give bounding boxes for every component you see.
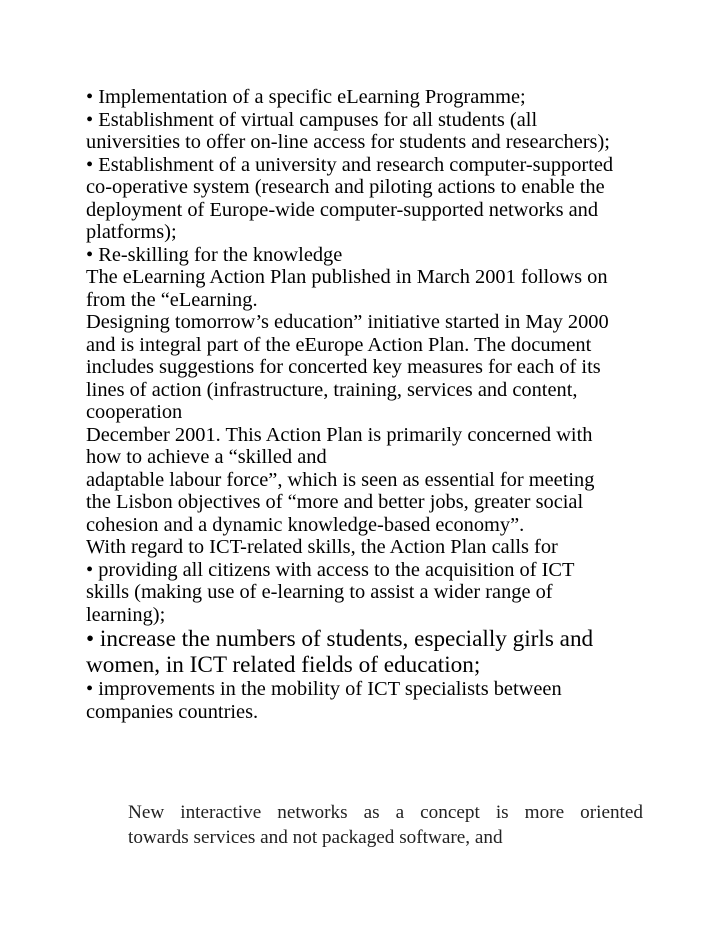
text-line: platforms); (86, 221, 177, 243)
text-line: • Establishment of a university and research computer-supported (86, 153, 614, 176)
text-line: from the “eLearning. (86, 288, 258, 311)
text-line: learning); (86, 603, 166, 626)
main-text-block (86, 86, 666, 723)
paragraph-line: New interactive networks as a concept is more oriented (128, 802, 643, 823)
paragraph-line: towards services and not packaged software, and (128, 827, 503, 848)
indented-paragraph (128, 800, 643, 850)
text-line: universities to offer on-line access for students and researchers); (86, 131, 610, 153)
text-line: and is integral part of the eEurope Action Plan. The document (86, 333, 592, 356)
text-line: • Re-skilling for the knowledge (86, 243, 343, 266)
text-line: cooperation (86, 401, 183, 423)
text-line: the Lisbon objectives of “more and better jobs, greater social (86, 491, 584, 513)
text-line: • improvements in the mobility of ICT specialists between (86, 678, 562, 700)
text-line: deployment of Europe-wide computer-supported networks and (86, 198, 599, 221)
text-line: skills (making use of e-learning to assist a wider range of (86, 581, 553, 603)
text-line: adaptable labour force”, which is seen as essential for meeting (86, 468, 595, 491)
text-line: co-operative system (research and piloting actions to enable the (86, 176, 605, 198)
text-line: December 2001. This Action Plan is primarily concerned with (86, 423, 593, 446)
text-line: includes suggestions for concerted key measures for each of its (86, 356, 601, 378)
text-line: lines of action (infrastructure, training, services and content, (86, 378, 578, 401)
text-line: Designing tomorrow’s education” initiative started in May 2000 (86, 311, 609, 333)
text-line: The eLearning Action Plan published in March 2001 follows on (86, 266, 608, 288)
text-line: • Establishment of virtual campuses for all students (all (86, 108, 538, 131)
large-text-line: women, in ICT related fields of education; (86, 652, 481, 678)
text-line: how to achieve a “skilled and (86, 446, 327, 468)
text-line: With regard to ICT-related skills, the Action Plan calls for (86, 536, 558, 558)
text-line: companies countries. (86, 700, 259, 723)
large-text-line: • increase the numbers of students, especially girls and (86, 626, 594, 652)
text-line: • Implementation of a specific eLearning Programme; (86, 86, 526, 108)
text-line: • providing all citizens with access to the acquisition of ICT (86, 558, 575, 581)
text-line: cohesion and a dynamic knowledge-based economy”. (86, 513, 525, 536)
